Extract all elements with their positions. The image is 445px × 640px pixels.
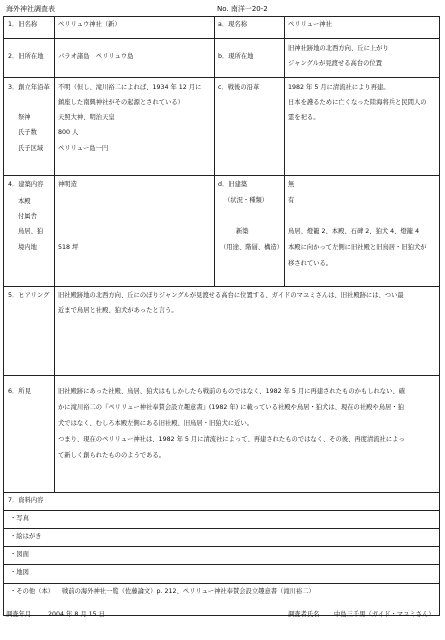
row-divider xyxy=(4,583,439,584)
value-hearing-line2: 近まで鳥居と社殿、狛犬があったと言う。 xyxy=(58,307,178,314)
row-divider xyxy=(4,510,439,511)
label-parish-area: 氏子区域 xyxy=(18,145,44,152)
row-divider xyxy=(4,546,439,547)
column-divider xyxy=(214,17,215,286)
label-architecture: 4．建築内容 xyxy=(8,181,44,188)
value-none: 無 xyxy=(288,181,295,188)
value-deity: 天照大神、明治天皇 xyxy=(58,114,115,121)
value-precinct-area: 518 坪 xyxy=(58,244,79,251)
value-findings-line3: 犬ではなく、むしろ本殿左側にある旧社殿、旧鳥居・旧狛犬に近い。 xyxy=(58,420,254,427)
row-divider xyxy=(4,564,439,565)
row-divider xyxy=(4,286,439,287)
material-item-maps: ・地図 xyxy=(10,569,29,576)
label-current-location: b．現所在地 xyxy=(218,53,254,60)
value-current-location-line2: ジャングルが見渡せる高台の位置 xyxy=(288,60,383,67)
row-divider xyxy=(4,77,439,78)
value-hearing-line1: 旧社殿跡地の北西方向、丘にのぼりジャングルが見渡せる高台に位置する、ガイドのマユミさんは、旧社殿跡には、つい最 xyxy=(58,292,404,299)
material-item-postcards: ・絵はがき xyxy=(10,533,42,540)
value-old-location: パラオ諸島 ペリリュウ島 xyxy=(58,53,134,60)
value-old-name: ペリリュウ神社（新） xyxy=(58,21,121,28)
value-exists: 有 xyxy=(288,197,295,204)
label-postwar-history: c．戦後の沿革 xyxy=(218,84,260,91)
value-current-name: ペリリュー神社 xyxy=(288,21,332,28)
value-postwar-line1: 1982 年 5 月に清流社により再建。 xyxy=(288,84,390,91)
survey-table xyxy=(3,16,440,616)
row-divider xyxy=(4,492,439,493)
label-new-building: 新築 xyxy=(236,228,249,235)
value-current-location-line1: 旧神社跡地の北西方向、丘に上がり xyxy=(288,45,389,52)
material-item-other-value: 戦前の海外神社一覧（佐藤論文）p. 212、ペリリュー神社奉賛会設立趣意書（滝川裕二） xyxy=(62,588,315,595)
label-main-hall: 本殿 xyxy=(18,198,31,205)
label-parishioner-count: 氏子数 xyxy=(18,129,37,136)
value-parishioner-count: 800 人 xyxy=(58,129,79,136)
label-old-name: 1．旧名称 xyxy=(8,21,38,28)
value-main-hall-style: 神明造 xyxy=(58,181,77,188)
value-findings-line4: つまり、現在のペリリュー神社は、1982 年 5 月に清流社によって、再建されたものではなく、その後、再度清流社によっ xyxy=(58,436,405,443)
row-divider xyxy=(4,528,439,529)
material-item-other-label: ・その他（本） xyxy=(10,588,55,595)
column-divider xyxy=(54,17,55,286)
label-old-building-sub: （状況・種類） xyxy=(224,197,269,204)
row-divider xyxy=(4,175,439,176)
value-postwar-line2: 日本を護るために亡くなった陸海将兵と民間人の xyxy=(288,99,427,106)
value-findings-line1: 旧社殿跡にあった社殿、鳥居、狛犬はもしかしたら戦前のものではなく、1982 年 5 月に再建されたものかもしれない、確 xyxy=(58,388,405,395)
value-parish-area: ペリリュー島一円 xyxy=(58,145,109,152)
label-hearing: 5．ヒアリング xyxy=(8,292,50,299)
label-annex: 付属舎 xyxy=(18,213,37,220)
label-findings: 6．所見 xyxy=(8,388,31,395)
row-divider xyxy=(4,375,439,376)
label-surveyor: 調査者氏名 xyxy=(288,611,320,618)
value-buildings-line3: 移されている。 xyxy=(288,260,333,267)
value-survey-date: 2004 年 8 月 15 日 xyxy=(48,611,105,618)
row-divider xyxy=(4,38,439,39)
column-divider xyxy=(284,17,285,286)
label-torii-komainu: 鳥居、狛 xyxy=(18,228,44,235)
value-findings-line5: て新しく創られたもののようである。 xyxy=(58,452,166,459)
label-materials: 7．資料内容 xyxy=(8,497,44,504)
value-buildings-line2: 本殿に向かって左側に旧社殿と旧鳥居・旧狛犬が xyxy=(288,244,427,251)
value-surveyor: 中島三千男（ガイド・マユミさん） xyxy=(334,611,435,618)
label-deity: 祭神 xyxy=(18,114,31,121)
label-current-name: a．現名称 xyxy=(218,21,248,28)
value-findings-line2: かに滝川裕二の『ペリリュー神社奉賛会設立趣意書』(1982 年) に載っている社殿や鳥居・狛犬は、現在の社殿や鳥居・狛 xyxy=(58,404,404,411)
value-founding-line1: 不明（但し、滝川裕二によれば、1934 年 12 月に xyxy=(58,84,202,91)
label-precinct: 境内地 xyxy=(18,244,37,251)
header xyxy=(4,4,441,16)
value-postwar-line3: 霊を祀る。 xyxy=(288,114,320,121)
footer xyxy=(0,612,445,626)
label-survey-date: 調査年月 xyxy=(6,611,32,618)
label-old-location: 2．旧所在地 xyxy=(8,53,44,60)
value-buildings-line1: 鳥居、燈籠 2、本殿、石碑 2、狛犬 4、燈籠 4 xyxy=(288,228,420,235)
column-divider xyxy=(54,286,55,492)
form-number: No. 南洋一20-2 xyxy=(217,5,268,13)
label-old-building: d．旧建築 xyxy=(218,181,248,188)
label-new-building-sub: （用途、階層、構造） xyxy=(220,244,283,251)
material-item-photos: ・写真 xyxy=(10,515,29,522)
form-title: 海外神社調査表 xyxy=(6,5,55,13)
material-item-drawings: ・図面 xyxy=(10,551,29,558)
value-founding-line2: 鎮座した南興神社がその起源とされている） xyxy=(58,99,184,106)
label-founding-history: 3．創立年沿革 xyxy=(8,84,50,91)
